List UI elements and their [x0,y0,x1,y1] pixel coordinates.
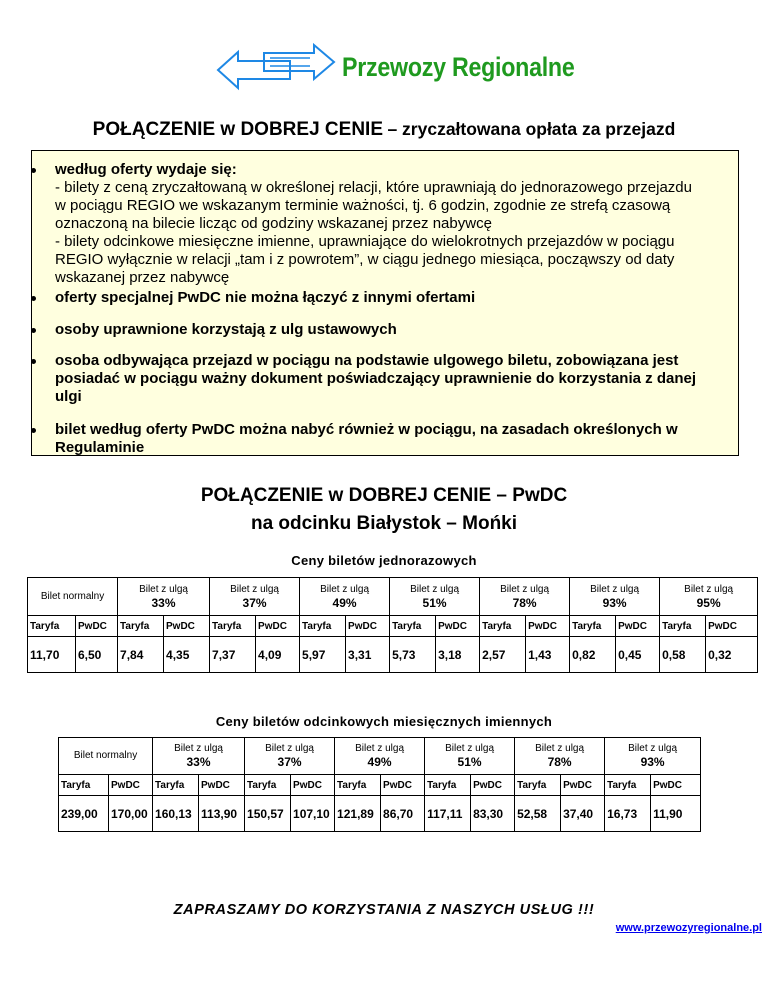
discount-header [245,738,335,775]
discount-label: Bilet z ulgą [590,583,640,595]
header-row [59,738,701,775]
discount-header [210,578,300,616]
column-header-pwdc: PwDC [381,775,425,796]
column-header-pwdc: PwDC [526,616,570,637]
discount-header [605,738,701,775]
column-header-pwdc: PwDC [561,775,605,796]
price-row [28,637,758,673]
discount-label: Bilet z ulgą [355,743,405,754]
bullet-4-line: posiadać w pociągu ważny dokument poświadczający uprawnienie do korzystania z danej [55,370,696,387]
discount-header [660,578,758,616]
column-header-taryfa: Taryfa [118,616,164,637]
column-header-taryfa: Taryfa [28,616,76,637]
discount-percent: 49% [332,595,357,610]
price-pwdc: 1,43 [526,637,570,673]
column-header-pwdc: PwDC [256,616,300,637]
offer-bullet-5 [55,421,735,457]
price-row [59,796,701,832]
price-taryfa: 5,73 [390,637,436,673]
single-tickets-caption: Ceny biletów jednorazowych [291,553,477,568]
bullet-icon [31,168,36,173]
column-header-pwdc: PwDC [164,616,210,637]
price-pwdc: 107,10 [291,796,335,832]
bullet-1-line: - bilety odcinkowe miesięczne imienne, uprawniające do wielokrotnych przejazdów w pociągu [55,233,675,250]
headline-rest: – zryczałtowana opłata za przejazd [387,119,676,139]
discount-percent: 51% [457,755,482,769]
normal-ticket-label: Bilet normalny [40,590,105,602]
price-taryfa: 16,73 [605,796,651,832]
price-taryfa: 11,70 [28,637,76,673]
price-taryfa: 2,57 [480,637,526,673]
column-header-taryfa: Taryfa [300,616,346,637]
discount-percent: 95% [696,595,721,610]
bullet-icon [31,296,36,301]
bullet-icon [31,359,36,364]
discount-header [335,738,425,775]
discount-label: Bilet z ulgą [230,583,279,595]
discount-header [118,578,210,616]
column-header-pwdc: PwDC [616,616,660,637]
price-pwdc: 11,90 [651,796,701,832]
price-pwdc: 0,45 [616,637,660,673]
price-taryfa: 0,58 [660,637,706,673]
column-header-taryfa: Taryfa [480,616,526,637]
company-logo [212,38,575,102]
bullet-3-text: osoby uprawnione korzystają z ulg ustawowych [55,321,397,338]
bullet-1-line: wskazanej przez nabywcę [55,269,230,286]
column-header-taryfa: Taryfa [245,775,291,796]
column-header-pwdc: PwDC [199,775,245,796]
bullet-4-line: ulgi [55,388,82,405]
column-header-pwdc: PwDC [651,775,701,796]
column-header-taryfa: Taryfa [153,775,199,796]
discount-header [425,738,515,775]
price-pwdc: 3,18 [436,637,480,673]
price-taryfa: 0,82 [570,637,616,673]
discount-percent: 37% [277,755,302,769]
discount-header [300,578,390,616]
discount-header [153,738,245,775]
price-pwdc: 83,30 [471,796,515,832]
discount-label: Bilet z ulgą [174,743,223,754]
bullet-icon [31,428,36,433]
discount-label: Bilet z ulgą [320,583,370,595]
bullet-5-line: Regulaminie [55,439,145,456]
price-taryfa: 160,13 [153,796,199,832]
price-pwdc: 113,90 [199,796,245,832]
header-row [28,578,758,616]
bullet-4-line: osoba odbywająca przejazd w pociągu na podstawie ulgowego biletu, zobowiązana jest [55,352,679,369]
discount-percent: 37% [242,595,267,610]
bullet-icon [31,328,36,333]
column-header-taryfa: Taryfa [210,616,256,637]
offer-bullet-1 [55,161,735,287]
normal-ticket-header [28,578,118,616]
discount-percent: 93% [602,595,627,610]
price-taryfa: 7,84 [118,637,164,673]
column-header-pwdc: PwDC [76,616,118,637]
column-header-taryfa: Taryfa [335,775,381,796]
price-taryfa: 150,57 [245,796,291,832]
bullet-1-title: według oferty wydaje się: [55,161,237,178]
price-pwdc: 37,40 [561,796,605,832]
bullet-1-line: - bilety z ceną zryczałtowaną w określonej relacji, które uprawniają do jednorazowego przejazdu [55,179,692,196]
price-pwdc: 3,31 [346,637,390,673]
bullet-5-line: bilet według oferty PwDC można nabyć również w pociągu, na zasadach określonych w [55,421,678,438]
price-taryfa: 117,11 [425,796,471,832]
discount-percent: 49% [367,755,392,769]
discount-header [390,578,480,616]
bullet-1-line: REGIO wyłącznie w relacji „tam i z powrotem”, w ciągu jednego miesiąca, począwszy od daty [55,251,675,268]
headline-bold: POŁĄCZENIE w DOBREJ CENIE [92,119,383,140]
normal-ticket-label: Bilet normalny [73,750,138,761]
route-title: POŁĄCZENIE w DOBREJ CENIE – PwDC [200,485,568,506]
price-pwdc: 0,32 [706,637,758,673]
column-header-pwdc: PwDC [291,775,335,796]
footer-slogan: ZAPRASZAMY DO KORZYSTANIA Z NASZYCH USŁUG !!! [173,902,595,918]
bullet-1-line: oznaczoną na bilecie licząc od godziny wskazanej przez nabywcę [55,215,492,232]
discount-label: Bilet z ulgą [684,583,734,595]
price-pwdc: 4,09 [256,637,300,673]
price-taryfa: 5,97 [300,637,346,673]
price-taryfa: 239,00 [59,796,109,832]
discount-label: Bilet z ulgą [535,743,585,754]
discount-label: Bilet z ulgą [139,583,188,595]
bullet-1-line: w pociągu REGIO we wskazanym terminie ważności, tj. 6 godzin, zgodnie ze strefą czasową [55,197,671,214]
monthly-tickets-table [58,737,701,832]
discount-percent: 78% [547,755,572,769]
monthly-tickets-caption: Ceny biletów odcinkowych miesięcznych imiennych [215,714,553,729]
logo-text: Przewozy Regionalne [342,52,575,82]
price-taryfa: 121,89 [335,796,381,832]
discount-percent: 78% [512,595,537,610]
discount-header [480,578,570,616]
discount-label: Bilet z ulgą [445,743,495,754]
discount-label: Bilet z ulgą [500,583,550,595]
column-header-pwdc: PwDC [436,616,480,637]
page-title [0,119,768,141]
discount-label: Bilet z ulgą [410,583,460,595]
website-link[interactable]: www.przewozyregionalne.pl [615,922,762,934]
bullet-2-text: oferty specjalnej PwDC nie można łączyć z innymi ofertami [55,289,476,306]
column-header-taryfa: Taryfa [570,616,616,637]
column-header-taryfa: Taryfa [390,616,436,637]
column-header-taryfa: Taryfa [59,775,109,796]
discount-header [515,738,605,775]
price-taryfa: 52,58 [515,796,561,832]
column-header-pwdc: PwDC [346,616,390,637]
offer-bullet-3 [55,321,735,339]
column-header-pwdc: PwDC [471,775,515,796]
offer-bullet-2 [55,289,735,307]
column-header-taryfa: Taryfa [425,775,471,796]
route-subtitle: na odcinku Białystok – Mońki [250,513,518,534]
price-pwdc: 4,35 [164,637,210,673]
discount-header [570,578,660,616]
discount-label: Bilet z ulgą [265,743,314,754]
column-header-pwdc: PwDC [109,775,153,796]
discount-percent: 33% [151,595,176,610]
column-header-taryfa: Taryfa [660,616,706,637]
column-header-pwdc: PwDC [706,616,758,637]
discount-percent: 33% [186,755,211,769]
discount-label: Bilet z ulgą [628,743,678,754]
price-taryfa: 7,37 [210,637,256,673]
offer-bullet-4 [55,352,735,406]
price-pwdc: 86,70 [381,796,425,832]
subheader-row [28,616,758,637]
single-tickets-table [27,577,758,673]
price-pwdc: 170,00 [109,796,153,832]
double-arrow-icon [212,38,340,102]
price-pwdc: 6,50 [76,637,118,673]
discount-percent: 51% [422,595,447,610]
column-header-taryfa: Taryfa [605,775,651,796]
discount-percent: 93% [640,755,665,769]
subheader-row [59,775,701,796]
normal-ticket-header [59,738,153,775]
column-header-taryfa: Taryfa [515,775,561,796]
